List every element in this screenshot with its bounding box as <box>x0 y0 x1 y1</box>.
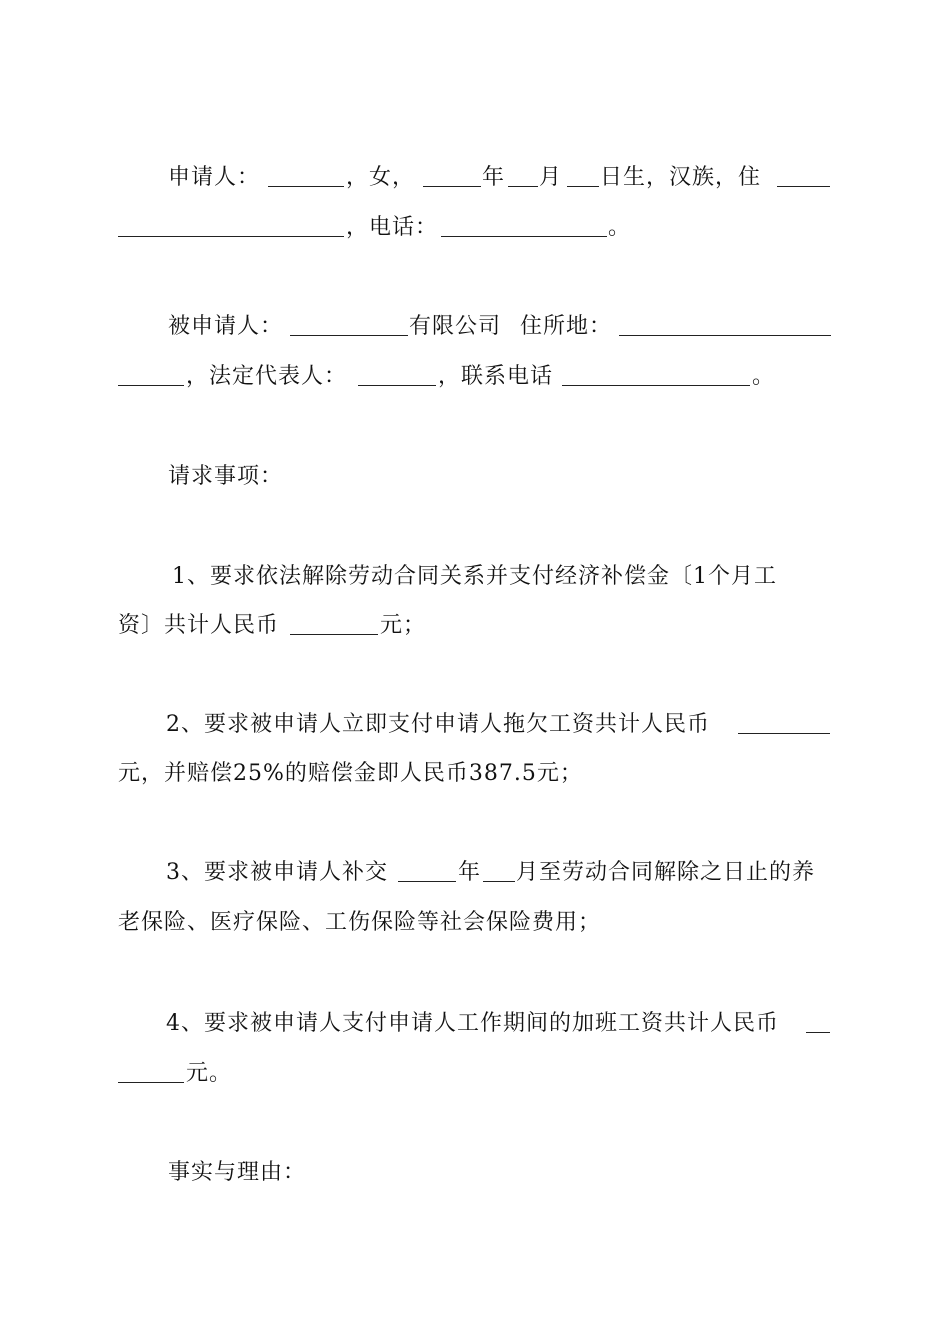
claim-3-text-2: 年 <box>458 860 482 885</box>
claim-2-text-1: 2、要求被申请人立即支付申请人拖欠工资共计人民币 <box>166 712 710 737</box>
applicant-end-text: 。 <box>608 215 632 240</box>
applicant-month-text: 月 <box>539 165 563 190</box>
claim-3-year-blank <box>398 881 456 882</box>
applicant-address-blank-2 <box>118 236 344 237</box>
respondent-contact-text: ，联系电话 <box>438 364 554 389</box>
respondent-legal-text: ，法定代表人： <box>186 364 348 389</box>
respondent-address-text: 住所地： <box>520 314 613 339</box>
applicant-phone-blank <box>441 236 607 237</box>
claim-3-month-blank <box>483 881 515 882</box>
claim-2-amount-blank <box>738 733 830 734</box>
claim-4-text-1: 4、要求被申请人支付申请人工作期间的加班工资共计人民币 <box>166 1011 779 1036</box>
claim-1-text-3: 元； <box>380 613 427 638</box>
claim-1-text-1: 1、要求依法解除劳动合同关系并支付经济补偿金〔1个月工 <box>172 564 777 589</box>
applicant-name-blank <box>268 186 344 187</box>
claim-4-text-2: 元。 <box>186 1061 233 1086</box>
respondent-address-blank-1 <box>619 335 831 336</box>
claim-3-text-1: 3、要求被申请人补交 <box>166 860 388 885</box>
applicant-birth-year-blank <box>423 186 481 187</box>
claim-3-text-3: 月至劳动合同解除之日止的养 <box>516 860 816 885</box>
facts-heading: 事实与理由： <box>168 1160 307 1185</box>
respondent-label: 被申请人： <box>168 314 284 339</box>
claim-1-amount-blank <box>290 634 378 635</box>
respondent-contact-blank <box>562 385 750 386</box>
claims-heading: 请求事项： <box>168 464 284 489</box>
applicant-gender-text: ，女， <box>346 165 416 190</box>
claim-3-text-4: 老保险、医疗保险、工伤保险等社会保险费用； <box>118 910 602 935</box>
applicant-label: 申请人： <box>168 165 261 190</box>
respondent-company-text: 有限公司 <box>409 314 502 339</box>
claim-4-amount-blank-2 <box>118 1082 184 1083</box>
claim-1-text-2: 资〕共计人民币 <box>118 613 280 638</box>
applicant-address-blank-1 <box>777 186 830 187</box>
applicant-born-text: 日生，汉族，住 <box>600 165 762 190</box>
respondent-legal-blank <box>358 385 436 386</box>
claim-2-text-2: 元，并赔偿25%的赔偿金即人民币387.5元； <box>118 761 583 786</box>
applicant-birth-day-blank <box>567 186 599 187</box>
respondent-end-text: 。 <box>752 364 776 389</box>
claim-4-amount-blank-1 <box>806 1032 830 1033</box>
respondent-address-blank-2 <box>118 385 184 386</box>
respondent-company-blank <box>290 335 408 336</box>
applicant-year-text: 年 <box>482 165 506 190</box>
applicant-birth-month-blank <box>508 186 538 187</box>
applicant-phone-text: ，电话： <box>346 215 439 240</box>
